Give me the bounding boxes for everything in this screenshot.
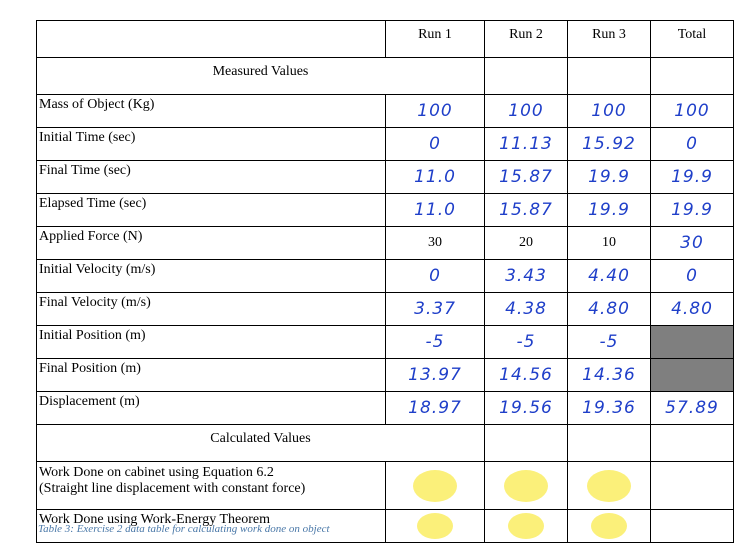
table-row <box>37 392 734 425</box>
cell-value: 0 <box>429 134 441 154</box>
cell-value: 0 <box>686 134 698 154</box>
table-row <box>37 128 734 161</box>
measured-section-row <box>37 58 734 95</box>
cell-value: 14.36 <box>582 365 636 385</box>
highlight-mark <box>508 513 544 539</box>
empty-cell <box>651 510 734 543</box>
header-run-2: Run 2 <box>485 21 568 58</box>
cell-value: 57.89 <box>665 398 719 418</box>
cell-value: 19.56 <box>499 398 553 418</box>
row-label <box>37 462 386 510</box>
table-row <box>37 161 734 194</box>
cell-value: 10 <box>602 235 616 250</box>
cell-value: 4.80 <box>588 299 630 319</box>
cell-value: 19.9 <box>671 200 713 220</box>
empty-cell <box>651 425 734 462</box>
row-label: Initial Position (m) <box>37 326 386 359</box>
empty-cell <box>485 425 568 462</box>
table-row <box>37 227 734 260</box>
cell-value: 19.9 <box>588 200 630 220</box>
row-label-line: (Straight line displacement with constant force) <box>39 481 306 496</box>
table-row <box>37 194 734 227</box>
table-row <box>37 293 734 326</box>
empty-cell <box>568 58 651 95</box>
row-label: Initial Velocity (m/s) <box>37 260 386 293</box>
cell-value: 0 <box>686 266 698 286</box>
shaded-cell <box>651 326 734 359</box>
cell-value: 100 <box>417 101 453 121</box>
highlight-mark <box>504 470 548 502</box>
header-run-3: Run 3 <box>568 21 651 58</box>
cell-value: 3.43 <box>505 266 547 286</box>
cell-value: 19.9 <box>588 167 630 187</box>
row-label: Displacement (m) <box>37 392 386 425</box>
row-label-line: Work Done on cabinet using Equation 6.2 <box>39 465 274 480</box>
cell-value: 14.56 <box>499 365 553 385</box>
row-label: Final Position (m) <box>37 359 386 392</box>
empty-cell <box>651 462 734 510</box>
cell-value: -5 <box>425 332 445 352</box>
table-row <box>37 462 734 510</box>
cell-value: 3.37 <box>414 299 456 319</box>
calculated-section-title: Calculated Values <box>37 425 485 462</box>
table-row <box>37 260 734 293</box>
header-total: Total <box>651 21 734 58</box>
cell-value: 18.97 <box>408 398 462 418</box>
highlight-mark <box>587 470 631 502</box>
row-label: Elapsed Time (sec) <box>37 194 386 227</box>
cell-value: 100 <box>591 101 627 121</box>
highlight-mark <box>413 470 457 502</box>
measured-section-title: Measured Values <box>37 58 485 95</box>
table-row <box>37 95 734 128</box>
cell-value: 15.87 <box>499 200 553 220</box>
cell-value: 4.40 <box>588 266 630 286</box>
cell-value: -5 <box>599 332 619 352</box>
cell-value: 30 <box>680 233 704 253</box>
cell-value: 19.36 <box>582 398 636 418</box>
row-label: Final Time (sec) <box>37 161 386 194</box>
cell-value: 11.0 <box>414 200 456 220</box>
cell-value: 30 <box>428 235 442 250</box>
row-label: Mass of Object (Kg) <box>37 95 386 128</box>
empty-cell <box>651 58 734 95</box>
row-label: Work Done using Work-Energy Theorem <box>37 510 386 543</box>
header-run-1: Run 1 <box>386 21 485 58</box>
cell-value: 13.97 <box>408 365 462 385</box>
highlight-mark <box>417 513 453 539</box>
cell-value: 11.0 <box>414 167 456 187</box>
highlight-mark <box>591 513 627 539</box>
cell-value: 15.87 <box>499 167 553 187</box>
data-table <box>36 20 734 543</box>
cell-value: 4.38 <box>505 299 547 319</box>
calculated-section-row <box>37 425 734 462</box>
header-row <box>37 21 734 58</box>
empty-cell <box>485 58 568 95</box>
cell-value: 100 <box>508 101 544 121</box>
cell-value: 19.9 <box>671 167 713 187</box>
cell-value: -5 <box>516 332 536 352</box>
empty-cell <box>568 425 651 462</box>
row-label: Initial Time (sec) <box>37 128 386 161</box>
row-label: Applied Force (N) <box>37 227 386 260</box>
cell-value: 15.92 <box>582 134 636 154</box>
cell-value: 4.80 <box>671 299 713 319</box>
cell-value: 11.13 <box>499 134 553 154</box>
header-blank <box>37 21 386 58</box>
cell-value: 0 <box>429 266 441 286</box>
table-caption: Table 3: Exercise 2 data table for calculating work done on object <box>38 523 330 535</box>
row-label: Final Velocity (m/s) <box>37 293 386 326</box>
shaded-cell <box>651 359 734 392</box>
table-row <box>37 326 734 359</box>
cell-value: 20 <box>519 235 533 250</box>
cell-value: 100 <box>674 101 710 121</box>
table-row <box>37 359 734 392</box>
